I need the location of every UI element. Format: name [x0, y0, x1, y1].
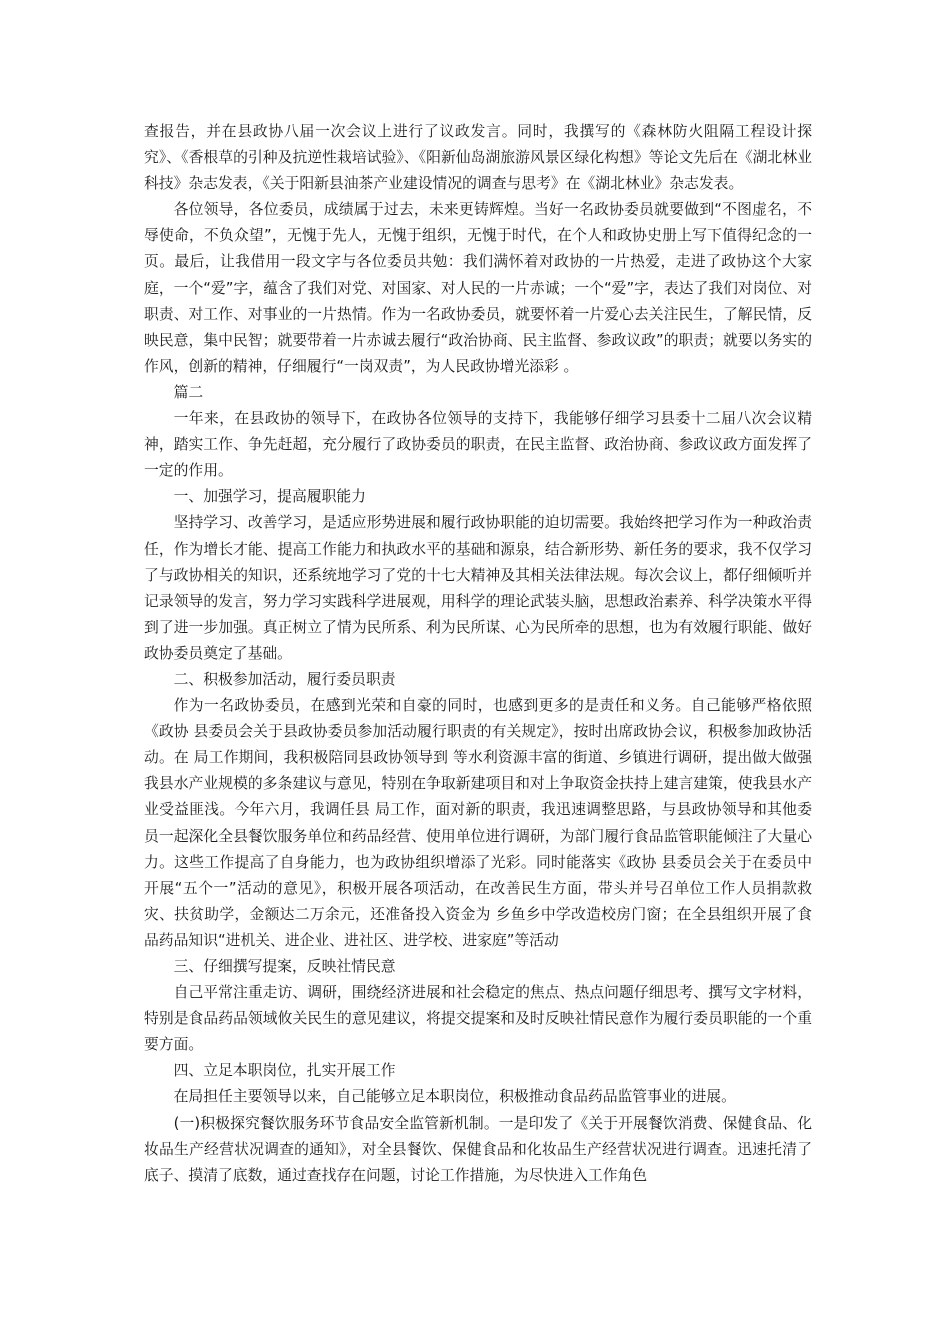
paragraph-section-4-item-1: (一)积极探究餐饮服务环节食品安全监管新机制。一是印发了《关于开展餐饮消费、保健食品、化妆品生产经营状况调查的通知》，对全县餐饮、保健食品和化妆品生产经营状况进行调查。迅速托清了底子、摸清了底数，通过查找存在问题，讨论工作措施，为尽快进入工作角色	[144, 1114, 812, 1184]
heading-section-3: 三、仔细撰写提案，反映社情民意	[173, 958, 396, 975]
paragraph-section-2: 作为一名政协委员，在感到光荣和自豪的同时，也感到更多的是责任和义务。自己能够严格依照《政协 县委员会关于县政协委员参加活动履行职责的有关规定》，按时出席政协会议，积极参加政协活动。在 局工作期间，我积极陪同县政协领导到 等水利资源丰富的街道、乡镇进行调研，提出做大做强我县水产业规模的多条建议与意见，特别在争取新建项目和对上争取资金扶持上建言建策，使我县水产业受益匪浅。今年六月，我调任县 局工作，面对新的职责，我迅速调整思路，与县政协领导和其他委员一起深化全县餐饮服务单位和药品经营、使用单位进行调研，为部门履行食品监管职能倾注了大量心力。这些工作提高了自身能力，也为政协组织增添了光彩。同时能落实《政协 县委员会关于在委员中开展“五个一”活动的意见》，积极开展各项活动，在改善民生方面，带头并号召单位工作人员捐款救灾、扶贫助学，金额达二万余元，还准备投入资金为 乡鱼乡中学改造校房门窗；在全县组织开展了食品药品知识“进机关、进企业、进社区、进学校、进家庭”等活动	[144, 697, 812, 949]
paragraph-section-1: 坚持学习、改善学习，是适应形势进展和履行政协职能的迫切需要。我始终把学习作为一种政治责任，作为增长才能、提高工作能力和执政水平的基础和源泉，结合新形势、新任务的要求，我不仅学习了与政协相关的知识，还系统地学习了党的十七大精神及其相关法律法规。每次会议上，都仔细倾听并记录领导的发言，努力学习实践科学进展观，用科学的理论武装头脑，思想政治素养、科学决策水平得到了进一步加强。真正树立了情为民所系、利为民所谋、心为民所牵的思想，也为有效履行职能、做好政协委员奠定了基础。	[144, 514, 812, 662]
paragraph-closing-remarks: 各位领导，各位委员，成绩属于过去，未来更铸辉煌。当好一名政协委员就要做到“不图虚名，不辱使命，不负众望”，无愧于先人，无愧于组织，无愧于时代，在个人和政协史册上写下值得纪念的一页。最后，让我借用一段文字与各位委员共勉：我们满怀着对政协的一片热爱，走进了政协这个大家庭，一个“爱”字，蕴含了我们对党、对国家、对人民的一片赤诚；一个“爱”字，表达了我们对岗位、对职责、对工作、对事业的一片热情。作为一名政协委员，就要怀着一片爱心去关注民生，了解民情，反映民意，集中民智；就要带着一片赤诚去履行“政治协商、民主监督、参政议政”的职责；就要以务实的作风，创新的精神，仔细履行“一岗双责”，为人民政协增光添彩 。	[144, 201, 812, 375]
heading-section-1: 一、加强学习，提高履职能力	[173, 488, 366, 506]
heading-section-2: 二、积极参加活动，履行委员职责	[173, 670, 396, 688]
paragraph-section-3: 自己平常注重走访、调研，围绕经济进展和社会稳定的焦点、热点问题仔细思考、撰写文字材料，特别是食品药品领域攸关民生的意见建议，将提交提案和及时反映社情民意作为履行委员职能的一个重要方面。	[144, 984, 812, 1054]
section-title-part-two: 篇二	[173, 383, 204, 401]
heading-section-4: 四、立足本职岗位，扎实开展工作	[173, 1062, 396, 1080]
paragraph-intro: 一年来，在县政协的领导下，在政协各位领导的支持下，我能够仔细学习县委十二届八次会议精神，踏实工作、争先赶超，充分履行了政协委员的职责，在民主监督、政治协商、参政议政方面发挥了一定的作用。	[144, 410, 812, 480]
paragraph-continuation: 查报告，并在县政协八届一次会议上进行了议政发言。同时，我撰写的《森林防火阻隔工程设计探究》、《香根草的引种及抗逆性栽培试验》、《阳新仙岛湖旅游风景区绿化构想》等论文先后在《湖北林业科技》杂志发表，《关于阳新县油茶产业建设情况的调查与思考》在《湖北林业》杂志发表。	[144, 123, 812, 193]
paragraph-section-4: 在局担任主要领导以来，自己能够立足本职岗位，积极推动食品药品监管事业的进展。	[173, 1088, 736, 1106]
document-page	[144, 119, 812, 1189]
